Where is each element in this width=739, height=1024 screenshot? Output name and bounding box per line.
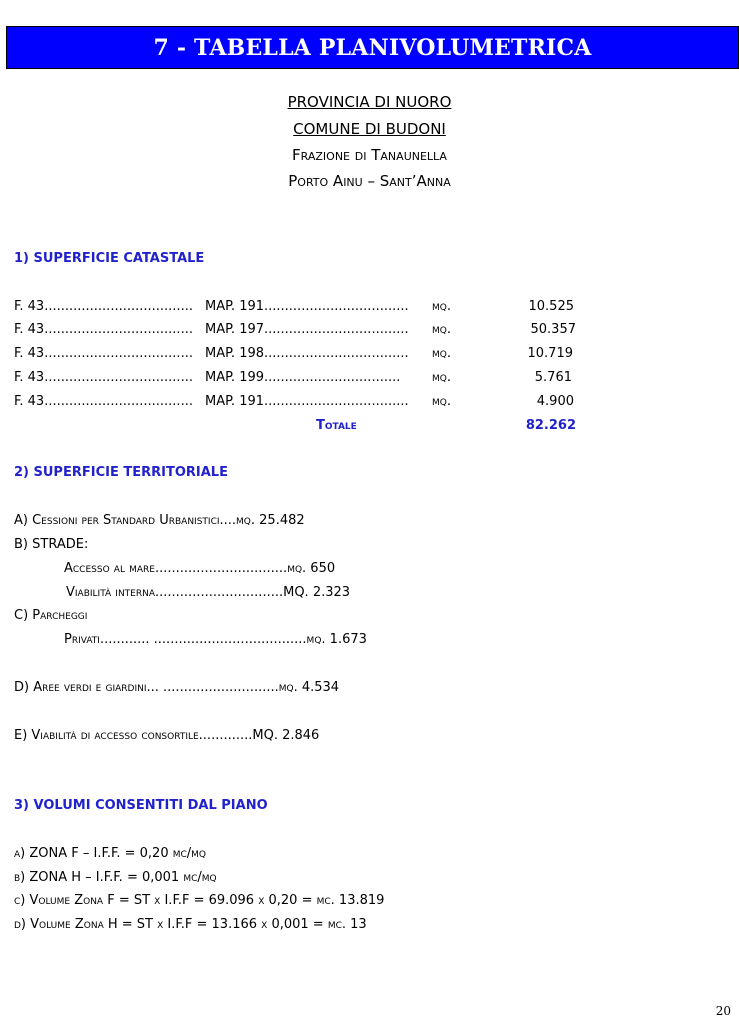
foglio: F. 43.................................... xyxy=(14,370,193,385)
zona-h-line: b) ZONA H – I.F.F. = 0,001 mc/mq xyxy=(14,870,217,885)
privati-line: Privati............ .....................................mq. 1.673 xyxy=(64,632,367,647)
mappale: MAP. 198................................... xyxy=(205,346,409,361)
title-banner xyxy=(6,26,739,69)
total-label: Totale xyxy=(316,418,357,433)
accesso-mare-line: Accesso al mare................................mq. 650 xyxy=(64,561,336,576)
aree-verdi-line: D) Aree verdi e giardini... ............................mq. 4.534 xyxy=(14,680,340,695)
strade-line: B) STRADE: xyxy=(14,537,89,552)
comune: COMUNE DI BUDONI xyxy=(293,120,446,138)
unit: mq. xyxy=(432,370,451,385)
mappale: MAP. 191................................... xyxy=(205,299,409,314)
section3-heading: 3) VOLUMI CONSENTITI DAL PIANO xyxy=(14,798,268,813)
mappale: MAP. 191................................... xyxy=(205,394,409,409)
mappale: MAP. 197................................... xyxy=(205,322,409,337)
unit: mq. xyxy=(432,322,451,337)
area-value: 10.525 xyxy=(528,299,574,314)
section1-heading: 1) SUPERFICIE CATASTALE xyxy=(14,251,205,266)
viabilita-consortile-line: E) Viabilità di accesso consortile.............MQ. 2.846 xyxy=(14,728,320,743)
unit: mq. xyxy=(432,394,451,409)
viabilita-interna-line: Viabilità interna...............................MQ. 2.323 xyxy=(66,585,351,600)
area-value: 10.719 xyxy=(527,346,573,361)
foglio: F. 43.................................... xyxy=(14,299,193,314)
cessioni-line: A) Cessioni per Standard Urbanistici....mq. 25.482 xyxy=(14,513,305,528)
area-value: 4.900 xyxy=(536,394,574,409)
zona-f-line: a) ZONA F – I.F.F. = 0,20 mc/mq xyxy=(14,846,207,861)
frazione: Frazione di Tanaunella xyxy=(292,146,447,164)
mappale: MAP. 199................................. xyxy=(205,370,401,385)
parcheggi-line: C) Parcheggi xyxy=(14,608,88,623)
foglio: F. 43.................................... xyxy=(14,346,193,361)
foglio: F. 43.................................... xyxy=(14,322,193,337)
section2-heading: 2) SUPERFICIE TERRITORIALE xyxy=(14,465,228,480)
localita: Porto Ainu – Sant’Anna xyxy=(288,172,451,190)
area-value: 5.761 xyxy=(534,370,572,385)
volume-f-line: c) Volume Zona F = ST x I.F.F = 69.096 x 0,20 = mc. 13.819 xyxy=(14,893,385,908)
total-value: 82.262 xyxy=(525,418,576,433)
unit: mq. xyxy=(432,299,451,314)
volume-h-line: d) Volume Zona H = ST x I.F.F = 13.166 x 0,001 = mc. 13 xyxy=(14,917,367,932)
unit: mq. xyxy=(432,346,451,361)
area-value: 50.357 xyxy=(530,322,576,337)
foglio: F. 43.................................... xyxy=(14,394,193,409)
page-number: 20 xyxy=(715,1004,731,1018)
page-title: 7 - TABELLA PLANIVOLUMETRICA xyxy=(153,34,592,61)
provincia: PROVINCIA DI NUORO xyxy=(287,93,452,111)
